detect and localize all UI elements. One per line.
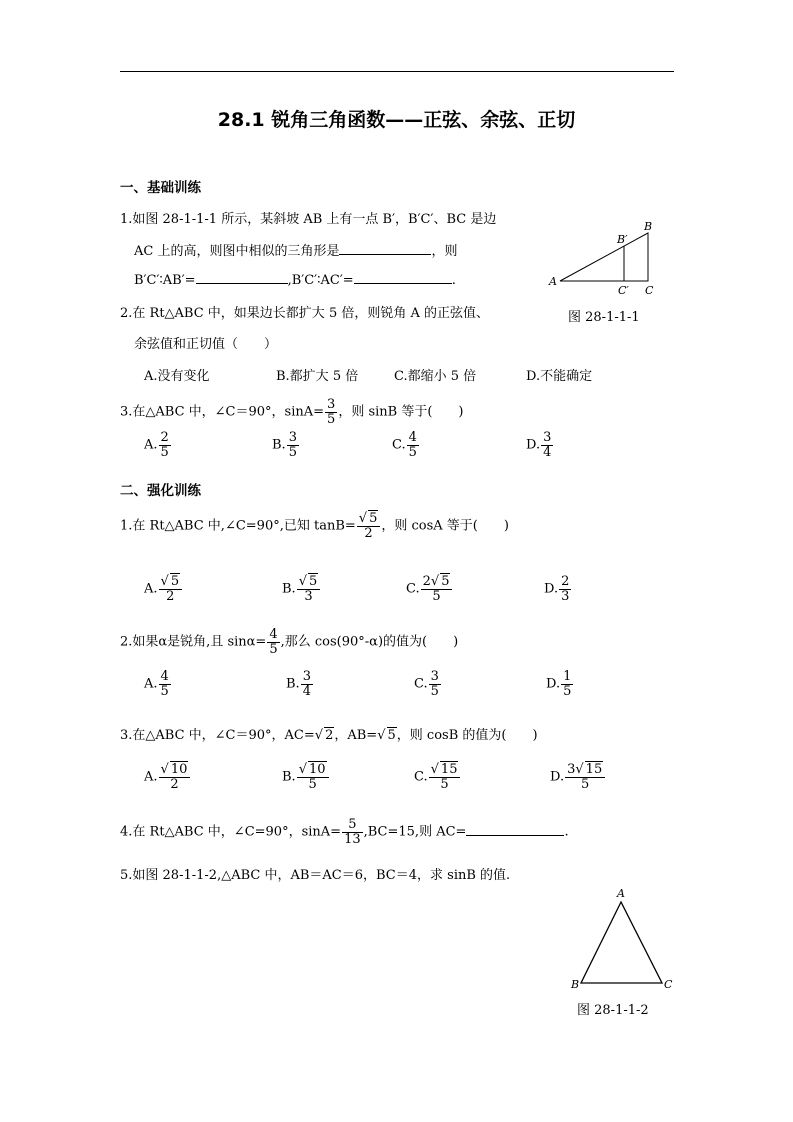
q2-option-c: C.都缩小 5 倍	[394, 369, 477, 384]
q2-line2: 余弦值和正切值（ ）	[134, 337, 278, 352]
figure-28-1-1-2	[568, 884, 678, 994]
q2-line1: 2.在 Rt△ABC 中，如果边长都扩大 5 倍，则锐角 A 的正弦值、	[120, 306, 489, 321]
q3-option-b: B. $\frac{3}{5}$	[272, 430, 297, 460]
s1-option-d: D. $\frac{2}{3}$	[544, 574, 570, 604]
figure-caption-1: 图 28-1-1-1	[568, 310, 640, 325]
label-b: B	[644, 220, 653, 233]
s2-option-d: D. $\frac{1}{5}$	[546, 669, 572, 699]
label-c: C	[664, 978, 673, 991]
header-rule	[120, 71, 674, 72]
s3-option-c: C. $\frac{√ 15}{5}$	[414, 763, 461, 791]
label-bp: B′	[617, 233, 628, 246]
label-b: B	[571, 978, 580, 991]
s1-option-b: B. $\frac{√ 5}{3}$	[282, 575, 321, 603]
q2-option-a: A.没有变化	[144, 369, 210, 384]
answer-blank[interactable]	[339, 242, 431, 255]
label-cp: C′	[618, 284, 629, 297]
s3-option-d: D. $\frac{3√ 15}{5}$	[550, 763, 606, 791]
q3-option-c: C. $\frac{4}{5}$	[392, 430, 417, 460]
page-title: 28.1 锐角三角函数——正弦、余弦、正切	[217, 109, 576, 131]
s2-option-c: C. $\frac{3}{5}$	[414, 669, 439, 699]
label-a: A	[617, 887, 625, 900]
q3-option-d: D. $\frac{3}{4}$	[526, 430, 552, 460]
triangle-abc	[581, 902, 662, 983]
answer-blank[interactable]	[466, 823, 564, 836]
s1-stem: 1.在 Rt△ABC 中,∠C=90°,已知 tanB= $\frac{√ 5}{2}$ ，则 cosA 等于( )	[120, 511, 509, 541]
s3-stem: 3.在△ABC 中，∠C＝90°，AC=√ 2，AB=√ 5，则 cosB 的值为( )	[120, 728, 538, 743]
s2-stem: 2.如果α是锐角,且 sinα= $\frac{4}{5}$ ,那么 cos(90°-α)的值为( )	[120, 627, 459, 657]
q2-option-d: D.不能确定	[526, 369, 593, 384]
s3-option-b: B. $\frac{√ 10}{5}$	[282, 763, 330, 791]
s1-option-a: A. $\frac{√ 5}{2}$	[144, 575, 183, 603]
q3-option-a: A. $\frac{2}{5}$	[144, 430, 169, 460]
label-c: C	[645, 284, 654, 297]
answer-blank[interactable]	[196, 271, 288, 284]
figure-28-1-1-1	[544, 218, 664, 298]
triangle-abc	[560, 233, 648, 281]
q3-stem: 3.在△ABC 中，∠C＝90°，sinA= $\frac{3}{5}$ ，则 sinB 等于( )	[120, 397, 464, 427]
section-strengthening-training: 二、强化训练	[120, 483, 201, 499]
answer-blank[interactable]	[354, 271, 452, 284]
s3-option-a: A. $\frac{√ 10}{2}$	[144, 763, 191, 791]
q1-line3: B′C′∶AB′= ,B′C′∶AC′= .	[134, 273, 456, 288]
q1-line2: AC 上的高，则图中相似的三角形是 ，则	[134, 244, 458, 259]
s2-option-a: A. $\frac{4}{5}$	[144, 669, 169, 699]
q2-option-b: B.都扩大 5 倍	[276, 369, 359, 384]
fraction: $\frac{3}{5}$	[327, 397, 336, 427]
section-basic-training: 一、基础训练	[120, 180, 201, 196]
label-a: A	[549, 275, 557, 288]
figure-caption-2: 图 28-1-1-2	[577, 1003, 649, 1018]
s1-option-c: C. $\frac{2√ 5}{5}$	[406, 575, 453, 603]
s5-stem: 5.如图 28-1-1-2,△ABC 中，AB＝AC＝6，BC＝4，求 sinB 的值.	[120, 868, 511, 883]
q1-line1: 1.如图 28-1-1-1 所示，某斜坡 AB 上有一点 B′，B′C′、BC 是边	[120, 212, 497, 227]
s4-stem: 4.在 Rt△ABC 中，∠C=90°，sinA= $\frac{5}{13}$ ,BC=15,则 AC= .	[120, 817, 569, 847]
s2-option-b: B. $\frac{3}{4}$	[286, 669, 311, 699]
